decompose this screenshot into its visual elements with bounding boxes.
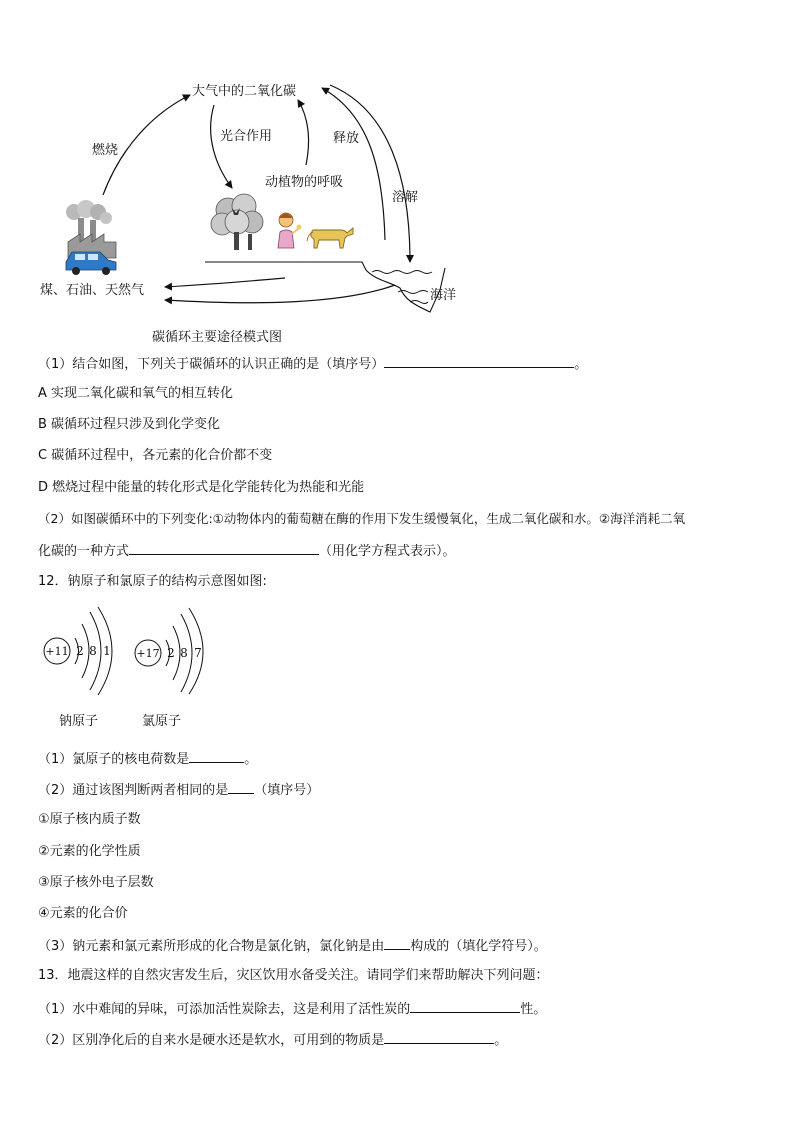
q12-part2-answer-blank[interactable] (228, 780, 254, 794)
q12-choice-3: ③原子核外电子层数 (38, 875, 154, 890)
respiration-arrow (298, 100, 309, 165)
q13-part1 (38, 999, 546, 1019)
release-label: 释放 (333, 131, 360, 146)
ocean-waves (372, 271, 432, 304)
q12-choice-2: ②元素的化学性质 (38, 844, 141, 859)
q13-part2-text: （2）区别净化后的自来水是硬水还是软水，可用到的物质是 (38, 1033, 385, 1048)
q11-option-b: B 碳循环过程只涉及到化学变化 (38, 417, 221, 432)
q13-part2-answer-blank[interactable] (384, 1030, 494, 1044)
q11-option-d: D 燃烧过程中能量的转化形式是化学能转化为热能和光能 (38, 480, 365, 495)
q12-part3-text: （3）钠元素和氯元素所形成的化合物是氯化钠，氯化钠是由 (38, 939, 385, 954)
chlorine-nucleus: +17 (136, 647, 160, 660)
q12-stem: 12．钠原子和氯原子的结构示意图如图: (38, 574, 267, 589)
q12-part2 (38, 780, 319, 800)
q11-part2-answer-blank[interactable] (129, 541, 319, 555)
person-icon (272, 210, 302, 250)
carbon-cycle-diagram (0, 0, 794, 350)
photosynthesis-label: 光合作用 (220, 129, 273, 144)
diagram-caption: 碳循环主要途径模式图 (152, 330, 283, 345)
q12-part2-end: （填序号） (254, 783, 320, 798)
sodium-atom-label: 钠原子 (59, 714, 99, 729)
sodium-nucleus: +11 (45, 645, 69, 658)
cow-icon (305, 222, 355, 250)
q13-part1-answer-blank[interactable] (410, 999, 520, 1013)
q11-option-a: A 实现二氧化碳和氧气的相互转化 (38, 386, 234, 401)
chlorine-atom-label: 氯原子 (142, 714, 182, 729)
chlorine-shell-1: 2 (167, 646, 175, 660)
q12-part1-end: 。 (244, 752, 258, 767)
q12-part3 (38, 936, 547, 956)
respiration-label: 动植物的呼吸 (265, 175, 344, 190)
q12-part1 (38, 749, 257, 769)
q13-stem: 13．地震这样的自然灾害发生后，灾区饮用水备受关注。请同学们来帮助解决下列问题： (38, 968, 549, 983)
ocean-label: 海洋 (430, 288, 457, 303)
q13-part2 (38, 1030, 507, 1050)
q11-part2-text: 化碳的一种方式 (38, 544, 130, 559)
q12-choice-4: ④元素的化合价 (38, 906, 128, 921)
q12-part1-answer-blank[interactable] (189, 749, 244, 763)
q12-part3-end: 构成的（填化学符号）。 (410, 939, 547, 954)
q11-part2-line1: （2）如图碳循环中的下列变化:①动物体内的葡萄糖在酶的作用下发生缓慢氧化，生成二氧化碳和水。②海洋消耗二氧 (38, 511, 686, 526)
atmosphere-label: 大气中的二氧化碳 (192, 84, 297, 99)
photosynthesis-arrow (211, 105, 232, 188)
q11-part2-line2 (38, 541, 456, 561)
q12-part2-text: （2）通过该图判断两者相同的是 (38, 783, 229, 798)
ocean-to-fuels-arrow (165, 285, 395, 303)
q11-part2-end: （用化学方程式表示）。 (319, 544, 456, 559)
q11-part1-end: 。 (574, 357, 588, 372)
burning-label: 燃烧 (92, 143, 119, 158)
organisms-to-fuels-arrow (165, 278, 285, 287)
q11-part1-text: （1）结合如图，下列关于碳循环的认识正确的是（填序号） (38, 357, 385, 372)
q13-part2-end: 。 (494, 1033, 508, 1048)
sodium-shell-1: 2 (76, 644, 84, 658)
q13-part1-end: 性。 (520, 1002, 547, 1017)
trees-icon (208, 192, 268, 252)
q12-choice-1: ①原子核内质子数 (38, 812, 141, 827)
chlorine-shell-2: 8 (180, 646, 188, 660)
sodium-atom-diagram (42, 606, 132, 696)
sodium-shell-3: 1 (103, 644, 111, 658)
q12-part3-answer-blank[interactable] (384, 936, 410, 950)
fossil-fuels-label: 煤、石油、天然气 (40, 283, 145, 298)
sodium-shell-2: 8 (89, 644, 97, 658)
dissolve-label: 溶解 (392, 190, 419, 205)
q12-part1-text: （1）氯原子的核电荷数是 (38, 752, 190, 767)
chlorine-atom-diagram (132, 606, 222, 696)
chlorine-shell-3: 7 (194, 646, 202, 660)
release-arrow (322, 88, 385, 240)
q11-part1-answer-blank[interactable] (384, 354, 574, 368)
ground-line (205, 262, 445, 312)
q11-part1 (38, 354, 587, 374)
factory-car-icon (60, 200, 122, 275)
q13-part1-text: （1）水中难闻的异味，可添加活性炭除去，这是利用了活性炭的 (38, 1002, 411, 1017)
q11-option-c: C 碳循环过程中，各元素的化合价都不变 (38, 448, 273, 463)
